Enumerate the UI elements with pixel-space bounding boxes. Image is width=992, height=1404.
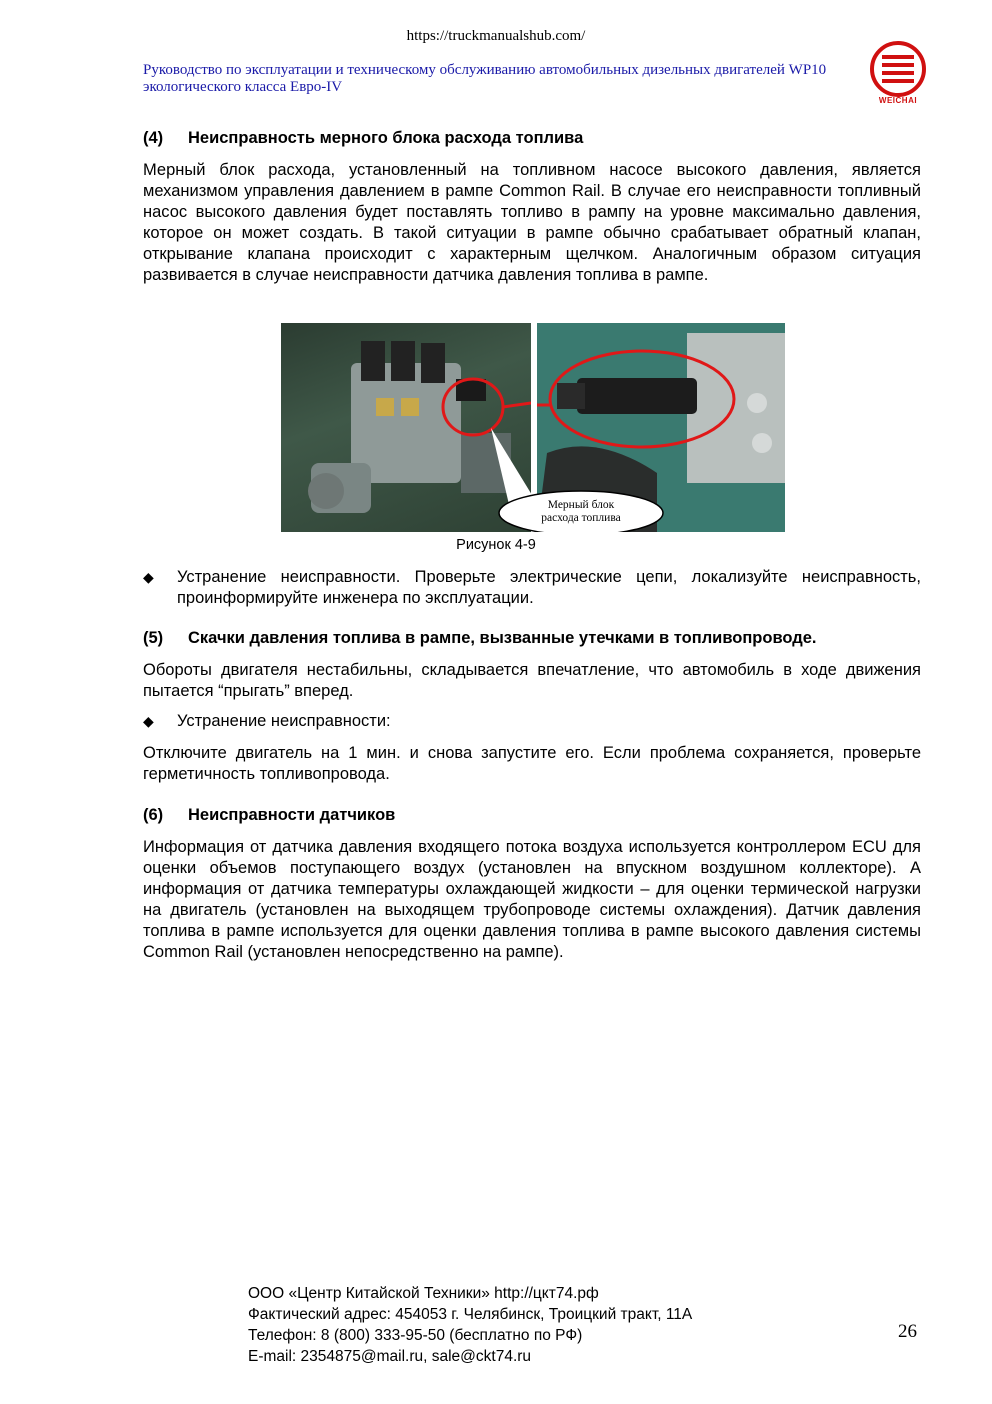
callout-line2: расхода топлива [541,512,621,524]
bullet-text: Устранение неисправности: [177,712,391,730]
section-title: Неисправности датчиков [188,806,396,824]
section-6-paragraph: Информация от датчика давления входящего потока воздуха используется контроллером ECU для оценки объемов поступающего воздух (установлен на впускном воздушном коллекторе). А информация от датчика температуры охлаждающей жидкости – для оценки термической нагрузки на двигатель (установлен на выходящем трубопроводе системы охлаждения). Датчик давления топлива в рампе используется для оценки давления топлива в рампе высокого давления системы Common Rail (установлен непосредственно на рампе). [143,838,921,961]
callout-line1: Мерный блок [547,499,615,511]
section-5-paragraph-1: Обороты двигателя нестабильны, складывается впечатление, что автомобиль в ходе движения пытается “прыгать” вперед. [143,661,921,700]
figure-callout-label [499,499,663,525]
manual-title-line1: Руководство по эксплуатации и техническому обслуживанию автомобильных дизельных двигателей WP10 [143,62,827,78]
footer-company: ООО «Центр Китайской Техники» http://цкт74.рф [248,1285,599,1302]
section-title: Неисправность мерного блока расхода топлива [188,129,584,147]
footer-email: E-mail: 2354875@mail.ru, sale@ckt74.ru [248,1348,532,1365]
company-footer [248,1283,692,1367]
bullet-text: Устранение неисправности. Проверьте электрические цепи, локализуйте неисправность, проинформируйте инженера по эксплуатации. [177,568,921,607]
manual-title-line2: экологического класса Евро-IV [143,79,343,95]
section-5-paragraph-2: Отключите двигатель на 1 мин. и снова запустите его. Если проблема сохраняется, проверьте герметичность топливопровода. [143,744,921,783]
section-4-heading [143,128,921,149]
section-4-bullet [143,567,921,609]
logo-text: WEICHAI [878,96,918,105]
bullet-diamond-icon: ◆ [143,569,154,585]
section-5-bullet [143,711,921,732]
section-number: (5) [143,629,164,647]
section-6-heading [143,805,921,826]
figure-caption: Рисунок 4-9 [456,537,536,553]
section-number: (4) [143,129,164,147]
figure-4-9 [281,323,785,532]
section-5-heading [143,628,921,649]
manual-title [143,62,853,96]
section-number: (6) [143,806,164,824]
footer-address: Фактический адрес: 454053 г. Челябинск, Троицкий тракт, 11А [248,1306,693,1323]
section-4-paragraph: Мерный блок расхода, установленный на топливном насосе высокого давления, является механизмом управления давлением в рампе Common Rail. В случае его неисправности топливный насос высокого давления будет поставлять топливо в рампу на уровне максимально давления, которое он может создать. В такой ситуации в рампе обычно срабатывает обратный клапан, открывание клапана происходит с характерным щелчком. Аналогичным образом ситуация развивается в случае неисправности датчика давления топлива в рампе. [143,161,921,284]
page-number: 26 [898,1321,917,1342]
footer-phone: Телефон: 8 (800) 333-95-50 (бесплатно по РФ) [248,1327,583,1344]
source-url: https://truckmanualshub.com/ [406,28,586,44]
bullet-diamond-icon: ◆ [143,713,154,729]
section-title: Скачки давления топлива в рампе, вызванные утечками в топливопроводе. [188,629,817,647]
